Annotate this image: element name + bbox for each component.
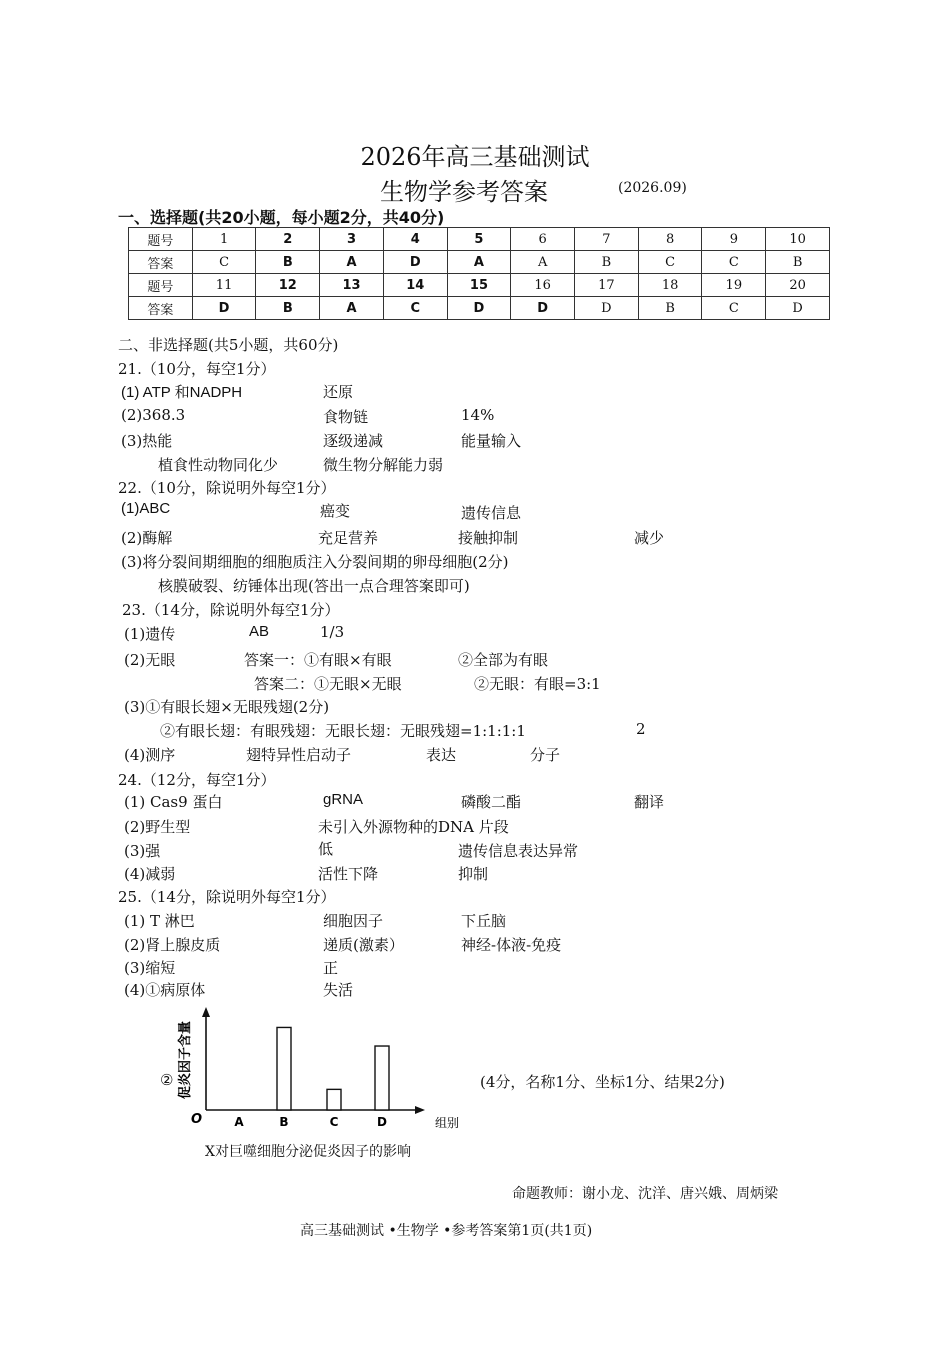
q21-answer: 逐级递减 — [323, 432, 384, 450]
bar-c — [327, 1089, 341, 1110]
answer-cell: D — [575, 297, 639, 320]
q22-heading: 22.（10分，除说明外每空1分） — [118, 479, 336, 497]
q24-answer: 遗传信息表达异常 — [458, 842, 579, 860]
q25-answer: 递质(激素） — [323, 936, 404, 954]
row-label: 题号 — [129, 274, 193, 297]
page-footer: 高三基础测试 •生物学 •参考答案第1页(共1页) — [300, 1223, 593, 1239]
question-number: 14 — [383, 274, 447, 297]
question-number: 12 — [256, 274, 320, 297]
question-number: 6 — [511, 228, 575, 251]
q22-answer: (1)ABC — [121, 500, 171, 517]
q25-answer: (2)肾上腺皮质 — [124, 936, 221, 954]
answer-cell: C — [638, 251, 702, 274]
q25-answer: 细胞因子 — [323, 912, 384, 930]
q24-answer: 低 — [318, 840, 334, 858]
answer-cell: D — [192, 297, 256, 320]
question-number: 8 — [638, 228, 702, 251]
document-subtitle: 生物学参考答案 — [380, 178, 548, 206]
q21-answer: 还原 — [323, 383, 354, 401]
answer-cell: B — [256, 297, 320, 320]
question-number: 2 — [256, 228, 320, 251]
document-title: 2026年高三基础测试 — [360, 143, 590, 171]
row-label: 答案 — [129, 251, 193, 274]
q25-answer: (4)①病原体 — [124, 981, 206, 999]
question-number: 15 — [447, 274, 511, 297]
question-number: 10 — [766, 228, 830, 251]
q23-answer: (4)测序 — [124, 746, 176, 764]
bar-d — [375, 1046, 389, 1110]
q23-answer: ②全部为有眼 — [458, 651, 549, 669]
question-number: 3 — [320, 228, 384, 251]
q23-heading: 23.（14分，除说明外每空1分） — [122, 601, 340, 619]
answer-cell: C — [702, 297, 766, 320]
q23-answer: (3)①有眼长翅×无眼残翅(2分) — [124, 698, 330, 716]
bar-chart — [175, 1005, 470, 1135]
q21-answer: (3)热能 — [121, 432, 173, 450]
answer-cell: D — [766, 297, 830, 320]
answer-cell: C — [702, 251, 766, 274]
q23-answer: 1/3 — [320, 623, 345, 641]
table-row-q1 — [129, 228, 830, 251]
x-tick-label: A — [234, 1115, 244, 1129]
answer-cell: D — [383, 251, 447, 274]
bar-b — [277, 1027, 291, 1110]
q22-answer: 接触抑制 — [458, 529, 519, 547]
y-axis-arrow-icon — [202, 1007, 210, 1017]
q24-answer: (2)野生型 — [124, 818, 191, 836]
answer-cell: B — [256, 251, 320, 274]
q24-answer: 翻译 — [634, 793, 665, 811]
q25-answer: 失活 — [323, 981, 354, 999]
x-tick-label: C — [329, 1115, 339, 1129]
question-number: 18 — [638, 274, 702, 297]
answer-cell: D — [511, 297, 575, 320]
document-date: (2026.09) — [618, 180, 687, 196]
x-axis-label: 组别 — [434, 1116, 460, 1130]
chart-origin: O — [190, 1112, 202, 1127]
q22-answer: 遗传信息 — [461, 504, 522, 522]
answer-cell: A — [511, 251, 575, 274]
table-row-a2 — [129, 297, 830, 320]
q25-answer-2: ② — [160, 1071, 174, 1089]
q24-answer: 活性下降 — [318, 865, 379, 883]
answer-cell: A — [320, 251, 384, 274]
q25-heading: 25.（14分，除说明外每空1分） — [118, 888, 336, 906]
q21-answer: 食物链 — [323, 408, 369, 426]
question-number: 20 — [766, 274, 830, 297]
q21-answer: 能量输入 — [461, 432, 522, 450]
q25-answer: 下丘脑 — [461, 912, 507, 930]
table-row-q2 — [129, 274, 830, 297]
teachers-credit: 命题教师：谢小龙、沈洋、唐兴娥、周炳梁 — [512, 1186, 778, 1202]
q21-answer: (1) ATP 和NADPH — [121, 384, 243, 401]
q23-answer: 表达 — [426, 746, 457, 764]
question-number: 9 — [702, 228, 766, 251]
chart-title: X对巨噬细胞分泌促炎因子的影响 — [205, 1144, 411, 1160]
q21-answer: 14% — [461, 406, 495, 424]
answer-cell: A — [447, 251, 511, 274]
q25-answer: (3)缩短 — [124, 959, 176, 977]
q22-answer: (2)酶解 — [121, 529, 173, 547]
q22-answer: 核膜破裂、纺锤体出现(答出一点合理答案即可) — [158, 577, 470, 595]
question-number: 4 — [383, 228, 447, 251]
score-note: (4分，名称1分、坐标1分、结果2分) — [480, 1073, 725, 1091]
q23-answer: ②无眼：有眼=3:1 — [474, 675, 601, 693]
q25-answer: (1) T 淋巴 — [124, 912, 195, 930]
q21-answer: 微生物分解能力弱 — [323, 456, 444, 474]
q22-answer: (3)将分裂间期细胞的细胞质注入分裂间期的卵母细胞(2分) — [121, 553, 509, 571]
q23-answer: (2)无眼 — [124, 651, 176, 669]
q22-answer: 充足营养 — [318, 529, 379, 547]
section2-heading: 二、非选择题(共5小题，共60分) — [118, 336, 339, 354]
x-tick-label: D — [377, 1115, 387, 1129]
answer-cell: B — [766, 251, 830, 274]
answer-cell: A — [320, 297, 384, 320]
answer-cell: B — [575, 251, 639, 274]
q24-answer: 未引入外源物种的DNA 片段 — [318, 818, 509, 836]
q24-answer: (4)减弱 — [124, 865, 176, 883]
q23-answer: 分子 — [530, 746, 561, 764]
answer-cell: B — [638, 297, 702, 320]
row-label: 题号 — [129, 228, 193, 251]
q25-answer: 神经-体液-免疫 — [461, 936, 562, 954]
q23-answer: ②有眼长翅：有眼残翅：无眼长翅：无眼残翅=1:1:1:1 — [160, 722, 526, 740]
question-number: 5 — [447, 228, 511, 251]
q23-answer: 答案一：①有眼×有眼 — [244, 651, 392, 669]
section1-heading: 一、选择题(共20小题，每小题2分，共40分) — [118, 208, 445, 227]
question-number: 1 — [192, 228, 256, 251]
answer-cell: D — [447, 297, 511, 320]
question-number: 16 — [511, 274, 575, 297]
question-number: 11 — [192, 274, 256, 297]
answer-cell: C — [383, 297, 447, 320]
q22-answer: 癌变 — [320, 502, 351, 520]
q22-answer: 减少 — [634, 529, 665, 547]
q23-answer: 2 — [636, 720, 646, 738]
q24-answer: 抑制 — [458, 865, 489, 883]
answer-cell: C — [192, 251, 256, 274]
x-tick-label: B — [279, 1115, 289, 1129]
answer-table — [128, 227, 830, 320]
q23-answer: (1)遗传 — [124, 625, 176, 643]
q24-answer: (3)强 — [124, 842, 161, 860]
q24-answer: 磷酸二酯 — [461, 793, 522, 811]
row-label: 答案 — [129, 297, 193, 320]
question-number: 17 — [575, 274, 639, 297]
q24-answer: gRNA — [323, 791, 364, 808]
q24-answer: (1) Cas9 蛋白 — [124, 793, 223, 811]
q24-heading: 24.（12分，每空1分） — [118, 771, 276, 789]
x-axis-arrow-icon — [415, 1106, 425, 1114]
y-axis-label: 促炎因子含量 — [178, 1020, 193, 1100]
q21-answer: 植食性动物同化少 — [158, 456, 279, 474]
q23-answer: 翅特异性启动子 — [246, 746, 352, 764]
q25-answer: 正 — [323, 959, 339, 977]
table-row-a1 — [129, 251, 830, 274]
q21-answer: (2)368.3 — [121, 406, 186, 424]
question-number: 19 — [702, 274, 766, 297]
q21-heading: 21.（10分，每空1分） — [118, 360, 276, 378]
q23-answer: 答案二：①无眼×无眼 — [254, 675, 402, 693]
question-number: 7 — [575, 228, 639, 251]
q23-answer: AB — [249, 623, 270, 640]
question-number: 13 — [320, 274, 384, 297]
